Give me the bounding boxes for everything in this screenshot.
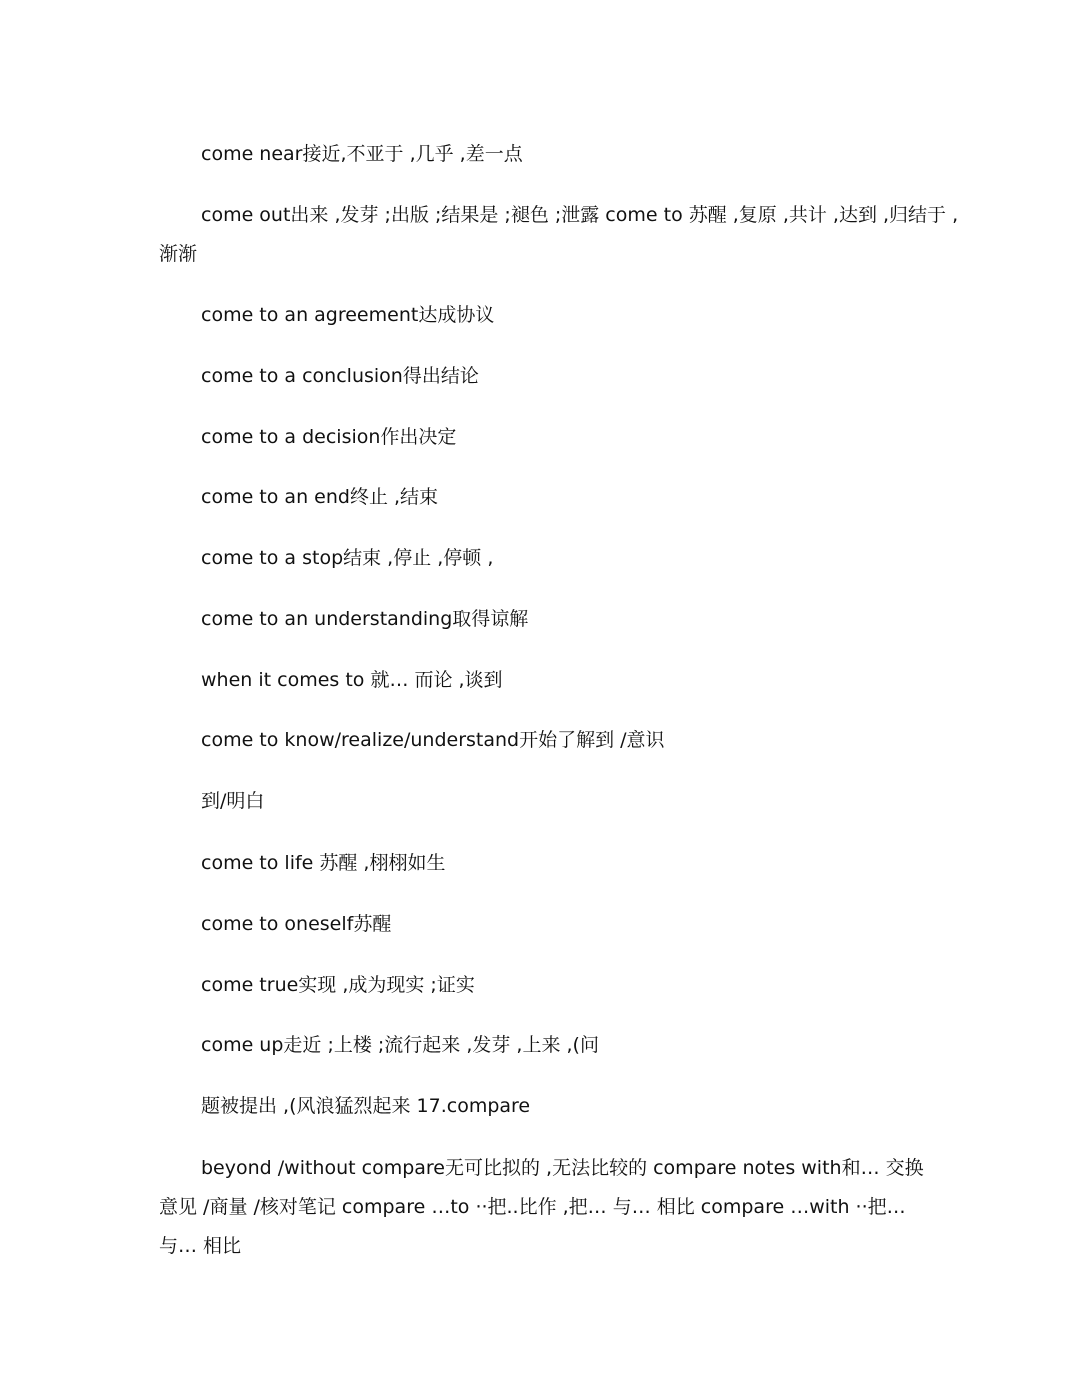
text-line-agreement: come to an agreement达成协议 [201,304,495,326]
text-line-come-up: come up走近 ;上楼 ;流行起来 ,发芽 ,上来 ,(问 [201,1034,599,1056]
text-line-continuation: 题被提出 ,(风浪猛烈起来 17.compare [201,1095,531,1117]
text-line-conclusion: come to a conclusion得出结论 [201,365,479,387]
text-line-come-to-life: come to life 苏醒 ,栩栩如生 [201,852,446,874]
text-line-continuation: 意见 /商量 /核对笔记 compare …to ··把..比作 ,把… 与… 相比 compare …with ··把… [159,1196,906,1218]
text-line-come-near: come near接近,不亚于 ,几乎 ,差一点 [201,143,523,165]
text-line-come-out: come out出来 ,发芽 ;出版 ;结果是 ;褪色 ;泄露 come to 苏醒 ,复原 ,共计 ,达到 ,归结于 , [201,204,959,226]
text-line-continuation: 渐渐 [159,243,198,265]
text-line-come-to-know: come to know/realize/understand开始了解到 /意识 [201,729,665,751]
text-line-beyond-compare: beyond /without compare无可比拟的 ,无法比较的 compare notes with和… 交换 [201,1157,924,1179]
text-line-stop: come to a stop结束 ,停止 ,停顿 , [201,547,494,569]
text-line-continuation: 与… 相比 [159,1235,242,1257]
text-line-come-true: come true实现 ,成为现实 ;证实 [201,974,475,996]
text-line-when-it-comes: when it comes to 就… 而论 ,谈到 [201,669,503,691]
text-line-continuation: 到/明白 [201,790,265,812]
text-line-come-to-oneself: come to oneself苏醒 [201,913,392,935]
text-line-end: come to an end终止 ,结束 [201,486,439,508]
text-line-understanding: come to an understanding取得谅解 [201,608,529,630]
text-line-decision: come to a decision作出决定 [201,426,457,448]
